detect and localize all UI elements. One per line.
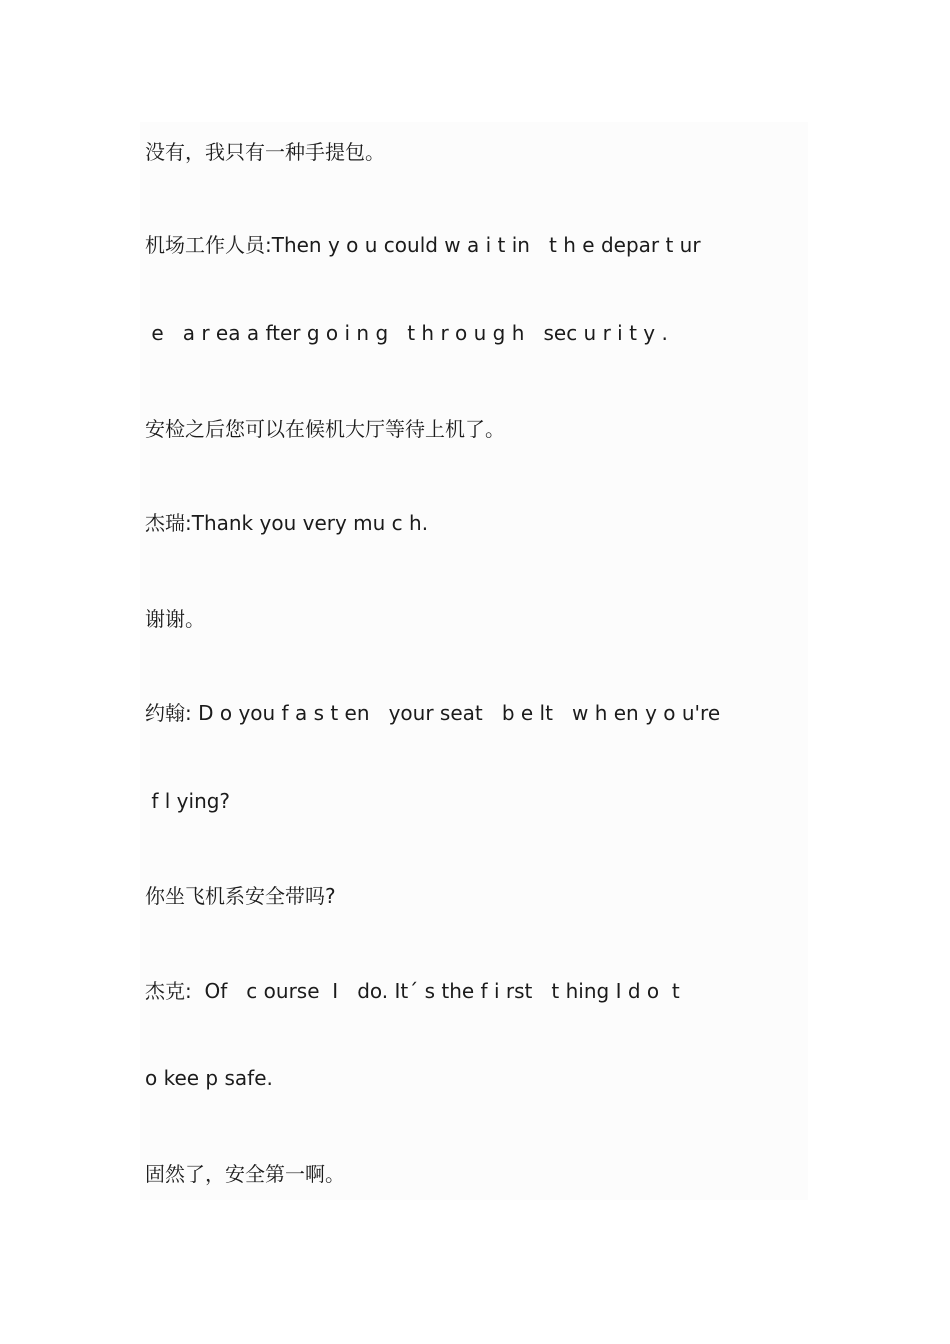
text-line-10: 杰克: Of c ourse I do. It´ s the f i rst t hing I d o t <box>145 979 680 1003</box>
text-line-8: f l ying? <box>145 789 231 813</box>
text-line-1: 没有，我只有一种手提包。 <box>145 140 385 164</box>
text-line-5: 杰瑞:Thank you very mu c h. <box>145 511 429 535</box>
text-line-7: 约翰: D o you f a s t en your seat b e lt w h en y o u're <box>145 701 721 725</box>
text-line-11: o kee p safe. <box>145 1066 273 1090</box>
text-line-3: e a r ea a fter g o i n g t h r o u g h sec u r i t y . <box>145 321 668 345</box>
text-line-6: 谢谢。 <box>145 607 205 631</box>
text-line-4: 安检之后您可以在候机大厅等待上机了。 <box>145 417 505 441</box>
text-line-2: 机场工作人员:Then y o u could w a i t in t h e depar t ur <box>145 233 701 257</box>
text-block-background <box>140 122 808 1200</box>
text-line-12: 固然了，安全第一啊。 <box>145 1162 345 1186</box>
text-line-9: 你坐飞机系安全带吗? <box>145 884 336 908</box>
